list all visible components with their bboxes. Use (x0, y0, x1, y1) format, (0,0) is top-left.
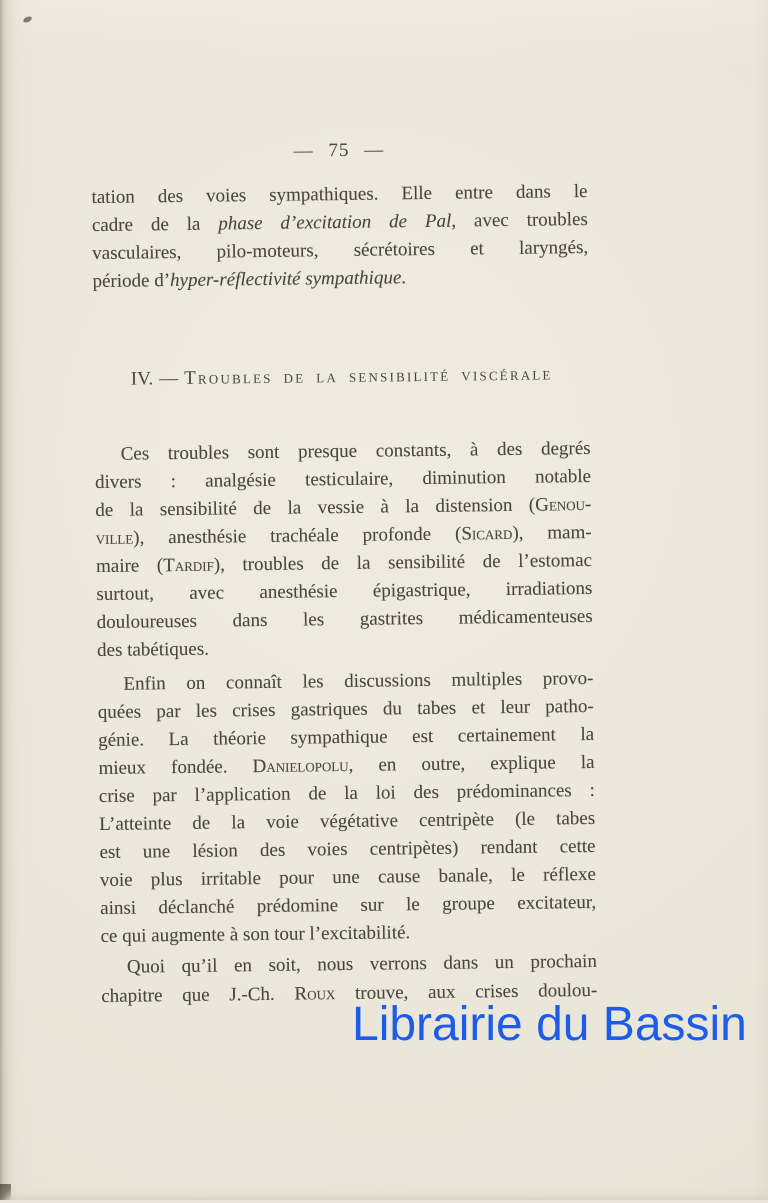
body-text: chapitre que J.-Ch. (101, 983, 295, 1007)
text-line (100, 917, 596, 951)
smallcaps-name: Roux (294, 983, 336, 1005)
smallcaps-name: ville (95, 527, 134, 550)
body-text: Enfin on connaît les discussions multiples provo- (123, 667, 594, 695)
body-text: Quoi qu’il en soit, nous verrons dans un prochain (126, 950, 598, 978)
body-text: crise par l’application de la loi des prédominances : (98, 779, 595, 808)
smallcaps-name: Genou- (535, 493, 592, 516)
body-text: quées par les crises gastriques du tabes et leur patho- (97, 695, 594, 724)
body-text: douloureuses dans les gastrites médicamenteuses (96, 605, 593, 634)
text-line (97, 631, 593, 665)
body-text: tation des voies sympathiques. Elle entre dans le (91, 180, 588, 209)
paragraph (95, 435, 594, 665)
body-text: ), anesthésie trachéale profonde ( (133, 523, 462, 549)
italic-text: hyper-réflectivité sympathique (169, 267, 402, 292)
body-text: génie. La théorie sympathique est certainement la (98, 723, 595, 752)
body-text: ce qui augmente à son tour l’excitabilité. (100, 922, 411, 947)
section-heading (94, 363, 590, 391)
heading-title: Troubles de la sensibilité viscérale (184, 363, 553, 389)
body-text: de la sensibilité de la vessie à la distension ( (95, 494, 536, 522)
body-text: ), mam- (512, 521, 592, 544)
paragraph (97, 665, 596, 951)
paragraph (91, 178, 588, 296)
body-text: divers : analgésie testiculaire, diminution notable (94, 465, 592, 494)
text-line (92, 262, 588, 296)
body-text: ainsi déclanché prédomine sur le groupe excitateur, (100, 891, 597, 919)
corner-shadow (0, 1184, 11, 1200)
smallcaps-name: Danielopolu (252, 754, 349, 778)
smallcaps-name: Tardif (163, 554, 214, 577)
heading-numeral: IV. (130, 368, 154, 390)
heading-dash: — (159, 368, 179, 390)
paper-speck (22, 16, 32, 24)
page-number: — 75 — (293, 139, 385, 162)
italic-text: phase d’excitation de Pal (218, 210, 452, 235)
body-text: trouve, aux crises doulou- (335, 979, 598, 1005)
body-text: , en outre, explique la (348, 751, 595, 776)
body-text: vasculaires, pilo-moteurs, sécrétoires et laryngés, (92, 236, 589, 265)
body-text: surtout, avec anesthésie épigastrique, irradiations (96, 577, 593, 606)
watermark: Librairie du Bassin (352, 998, 747, 1051)
body-text: mieux fondée. (98, 756, 253, 780)
body-text: . (401, 267, 407, 289)
smallcaps-name: Sicard (461, 522, 513, 545)
body-text: ), troubles de la sensibilité de l’estomac (213, 549, 593, 576)
body-text: L’atteinte de la voie végétative centripète (le tabes (99, 807, 596, 836)
body-text: Ces troubles sont presque constants, à des degrés (120, 437, 591, 465)
body-text: maire ( (95, 555, 164, 578)
body-text: est une lésion des voies centripètes) rendant cette (99, 835, 596, 864)
body-text: voie plus irritable pour une cause banale, le réflexe (99, 863, 596, 891)
body-text: période d’ (92, 270, 171, 293)
body-text: cadre de la (91, 213, 219, 237)
body-text: des tabétiques. (96, 638, 210, 662)
body-text: , avec troubles (451, 208, 588, 232)
